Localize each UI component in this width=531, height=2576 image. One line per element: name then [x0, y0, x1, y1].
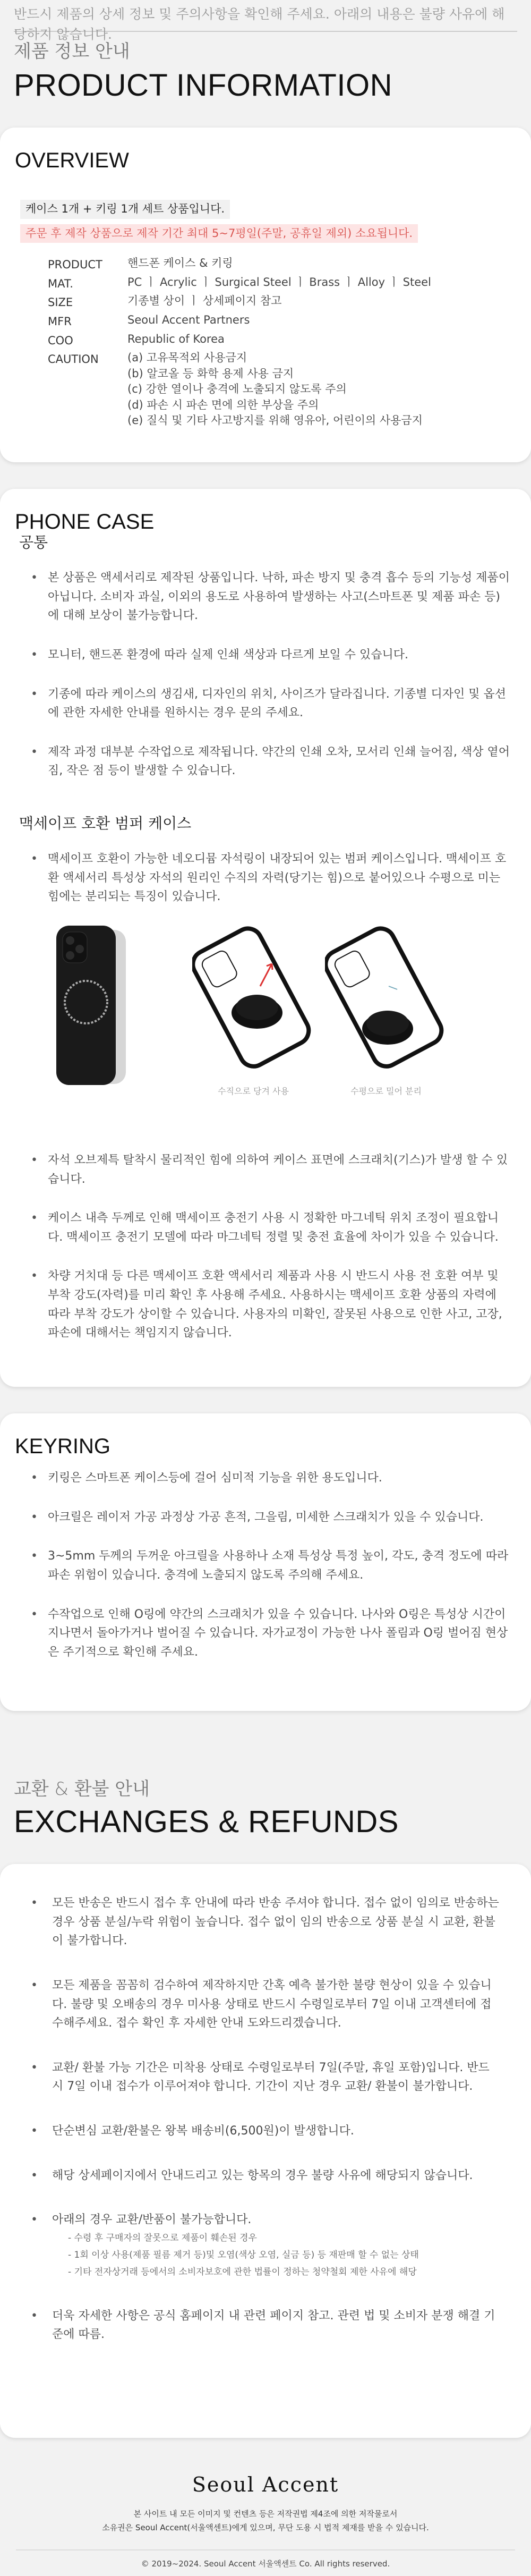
magsafe-subtitle: 맥세이프 호환 범퍼 케이스 [19, 815, 192, 832]
spec-value-line: PC ㅣ Acrylic ㅣ Surgical Steel ㅣ Brass ㅣ Alloy ㅣ Steel [127, 275, 431, 289]
list-item: • 기종에 따라 케이스의 생김새, 디자인의 위치, 사이즈가 달라집니다. 기종별 디자인 및 옵션에 관한 자세한 안내를 원하시는 경우 문의 주세요. [31, 685, 510, 723]
list-item [31, 2166, 499, 2185]
spec-value [127, 332, 225, 351]
list-item [31, 1894, 499, 1951]
spec-value [127, 293, 281, 312]
magsafe-list [0, 1151, 531, 1343]
list-item: • 아크릴은 레이저 가공 과정상 가공 흔적, 그을림, 미세한 스크래치가 있을 수 있습니다. [31, 1508, 510, 1527]
keyring-list [0, 1469, 531, 1662]
exchange-card [0, 1864, 531, 2438]
list-item-text: 모든 반송은 반드시 접수 후 안내에 따라 반송 주셔야 합니다. 접수 없이 임의로 반송하는 경우 상품 분실/누락 위험이 높습니다. 접수 없이 임의 반송으로 상품 분실 시 교환, 환불이 불가합니다. [52, 1896, 499, 1948]
magsafe-intro-list [0, 850, 531, 906]
pull-vertical-image [192, 922, 314, 1071]
overview-highlight-period: 주문 후 제작 상품으로 제작 기간 최대 5~7평일(주말, 공휴일 제외) 소요됩니다. [20, 224, 418, 243]
spec-key: MAT. [48, 277, 73, 290]
exchange-list [0, 1894, 531, 2344]
spec-value-line: Republic of Korea [127, 332, 225, 345]
spec-row [48, 312, 531, 332]
slide-image-wrap [325, 922, 447, 1098]
spec-value [127, 256, 233, 275]
keyring-title: KEYRING [15, 1435, 111, 1458]
list-item [31, 2058, 499, 2096]
list-item: • 키링은 스마트폰 케이스등에 걸어 심미적 기능을 위한 용도입니다. [31, 1469, 510, 1488]
sub-note: - 수령 후 구매자의 잘못으로 제품이 훼손된 경우 [68, 2232, 257, 2243]
spec-value [127, 275, 431, 294]
list-item: • 3~5mm 두께의 두꺼운 아크릴을 사용하나 소재 특성상 특정 높이, 각도, 충격 정도에 따라 파손 위험이 있습니다. 충격에 노출되지 않도록 주의해 주세요. [31, 1547, 510, 1584]
phone-case-title: PHONE CASE [15, 510, 155, 533]
spec-row [48, 350, 531, 428]
phone-case-card [0, 489, 531, 1387]
sub-note: - 기타 전자상거래 등에서의 소비자보호에 관한 법률이 정하는 청약철회 제한 사유에 해당 [68, 2267, 417, 2278]
spec-value [127, 312, 250, 332]
spec-value-line: 핸드폰 케이스 & 키링 [127, 257, 233, 269]
list-item-text: 단순변심 교환/환불은 왕복 배송비(6,500원)이 발생합니다. [52, 2124, 354, 2138]
exchange-title-en: EXCHANGES & REFUNDS [14, 1804, 399, 1839]
list-item [31, 2122, 499, 2141]
spec-value-line: (c) 강한 열이나 충격에 노출되지 않도록 주의 [127, 383, 347, 396]
spec-row [48, 275, 531, 294]
spec-value-line: (b) 알코올 등 화학 용제 사용 금지 [127, 367, 294, 380]
list-item [31, 1976, 499, 2033]
list-item-text: 해당 상세페이지에서 안내드리고 있는 항목의 경우 불량 사유에 해당되지 않습니다. [52, 2168, 473, 2182]
spec-key: MFR [48, 315, 72, 328]
spec-value [127, 350, 423, 428]
brand-logo: Seoul Accent [192, 2473, 339, 2496]
phone-case-image [54, 922, 129, 1092]
list-item: • 맥세이프 호환이 가능한 네오디뮴 자석링이 내장되어 있는 범퍼 케이스입니다. 맥세이프 호환 액세서리 특성상 자석의 원리인 수직의 자력(당기는 힘)으로 붙어있으나 수평으로 미는 힘에는 분리되는 특징이 있습니다. [31, 850, 510, 906]
list-item: • 케이스 내측 두께로 인해 맥세이프 충전기 사용 시 정확한 마그네틱 위치 조정이 필요합니다. 맥세이프 충전기 모델에 따라 마그네틱 정렬 및 충전 효율에 차이가 있을 수 있습니다. [31, 1209, 510, 1247]
pull-image-wrap [192, 922, 314, 1098]
spec-key: CAUTION [48, 353, 99, 366]
common-list [0, 569, 531, 781]
pull-caption: 수직으로 당겨 사용 [218, 1086, 289, 1096]
footer-note-2: 소유권은 Seoul Accent(서울액센트)에게 있으며, 무단 도용 시 법적 제재를 받을 수 있습니다. [102, 2522, 429, 2532]
list-item [31, 2210, 499, 2281]
list-item-text: 교환/ 환불 가능 기간은 미착용 상태로 수령일로부터 7일(주말, 휴일 포함)입니다. 반드시 7일 이내 접수가 이루어져야 합니다. 기간이 지난 경우 교환/ 환불이 불가합니다. [52, 2061, 490, 2094]
list-item: • 차량 거치대 등 다른 맥세이프 호환 액세서리 제품과 사용 시 반드시 사용 전 호환 여부 및 부착 강도(자력)를 미리 확인 후 사용해 주세요. 사용하시는 맥세이프 호환 상품의 자력에 따라 부착 강도가 상이할 수 있습니다. 사용자의 미확인, 잘못된 사용으로 인한 사고, 고장, 파손에 대해서는 책임지지 않습니다. [31, 1267, 510, 1343]
spec-row [48, 293, 531, 312]
common-subtitle: 공통 [19, 533, 48, 551]
slide-horizontal-image [325, 922, 447, 1071]
spec-value-line: (a) 고유목적외 사용금지 [127, 351, 247, 365]
spec-key: PRODUCT [48, 258, 102, 271]
spec-key: SIZE [48, 296, 73, 309]
list-item: • 본 상품은 액세서리로 제작된 상품입니다. 낙하, 파손 방지 및 충격 흡수 등의 기능성 제품이 아닙니다. 소비자 과실, 이외의 용도로 사용하여 발생하는 사고(스마트폰 및 제품 파손 등)에 대해 보상이 불가능합니다. [31, 569, 510, 625]
spec-key: COO [48, 334, 73, 347]
spec-row [48, 256, 531, 275]
product-info-title-ko: 제품 정보 안내 [14, 41, 130, 62]
spec-value-line: Seoul Accent Partners [127, 313, 250, 327]
list-item-text: 모든 제품을 꼼꼼히 검수하여 제작하지만 간혹 예측 불가한 불량 현상이 있을 수 있습니다. 불량 및 오배송의 경우 미사용 상태로 반드시 수령일로부터 7일 이내 고객센터에 접수해주세요. 접수 확인 후 자세한 안내 도와드리겠습니다. [52, 1978, 492, 2030]
list-item-text: 아래의 경우 교환/반품이 불가능합니다. [52, 2213, 252, 2227]
spec-table [48, 256, 531, 428]
list-item: • 제작 과정 대부분 수작업으로 제작됩니다. 약간의 인쇄 오차, 모서리 인쇄 늘어짐, 색상 옅어짐, 작은 점 등이 발생할 수 있습니다. [31, 743, 510, 781]
product-info-title-en: PRODUCT INFORMATION [14, 68, 393, 103]
list-item: • 모니터, 핸드폰 환경에 따라 실제 인쇄 색상과 다르게 보일 수 있습니다. [31, 646, 510, 665]
overview-title: OVERVIEW [15, 149, 129, 172]
footer-note-1: 본 사이트 내 모든 이미지 및 컨텐츠 등은 저작권법 제4조에 의한 저작물로서 [133, 2509, 398, 2519]
slide-caption: 수평으로 밀어 분리 [350, 1086, 422, 1096]
exchange-title-ko: 교환 & 환불 안내 [14, 1778, 150, 1800]
top-notice: 반드시 제품의 상세 정보 및 주의사항을 확인해 주세요. 아래의 내용은 불량 사유에 해당하지 않습니다. [14, 6, 505, 42]
list-item: • 더욱 자세한 사항은 공식 홈페이지 내 관련 페이지 참고. 관련 법 및 소비자 분쟁 해결 기준에 따름. [31, 2307, 499, 2344]
keyring-card [0, 1413, 531, 1711]
spec-value-line: 기종별 상이 ㅣ 상세페이지 참고 [127, 294, 282, 308]
footer [0, 2470, 531, 2576]
spec-row [48, 332, 531, 351]
magsafe-images [0, 922, 531, 1130]
list-item: • 자석 오브제특 탈착시 물리적인 힘에 의하여 케이스 표면에 스크래치(기스)가 발생 할 수 있습니다. [31, 1151, 510, 1189]
copyright: © 2019~2024. Seoul Accent 서울액센트 Co. All rights reserved. [141, 2559, 390, 2569]
list-item: • 수작업으로 인해 O링에 약간의 스크래치가 있을 수 있습니다. 나사와 O링은 특성상 시간이 지나면서 돌아가거나 벌어질 수 있습니다. 자가교정이 가능한 나사 폴림과 O링 벌어짐 현상은 주기적으로 확인해 주세요. [31, 1605, 510, 1662]
overview-card [0, 128, 531, 462]
spec-value-line: (d) 파손 시 파손 면에 의한 부상을 주의 [127, 398, 319, 411]
overview-highlight-set: 케이스 1개 + 키링 1개 세트 상품입니다. [20, 200, 230, 219]
spec-value-line: (e) 질식 및 기타 사고방지를 위해 영유아, 어린이의 사용금지 [127, 414, 423, 427]
sub-note: - 1회 이상 사용(제품 필름 제거 등)및 오염(색상 오염, 실금 등) 등 재판매 할 수 없는 상태 [68, 2250, 419, 2261]
